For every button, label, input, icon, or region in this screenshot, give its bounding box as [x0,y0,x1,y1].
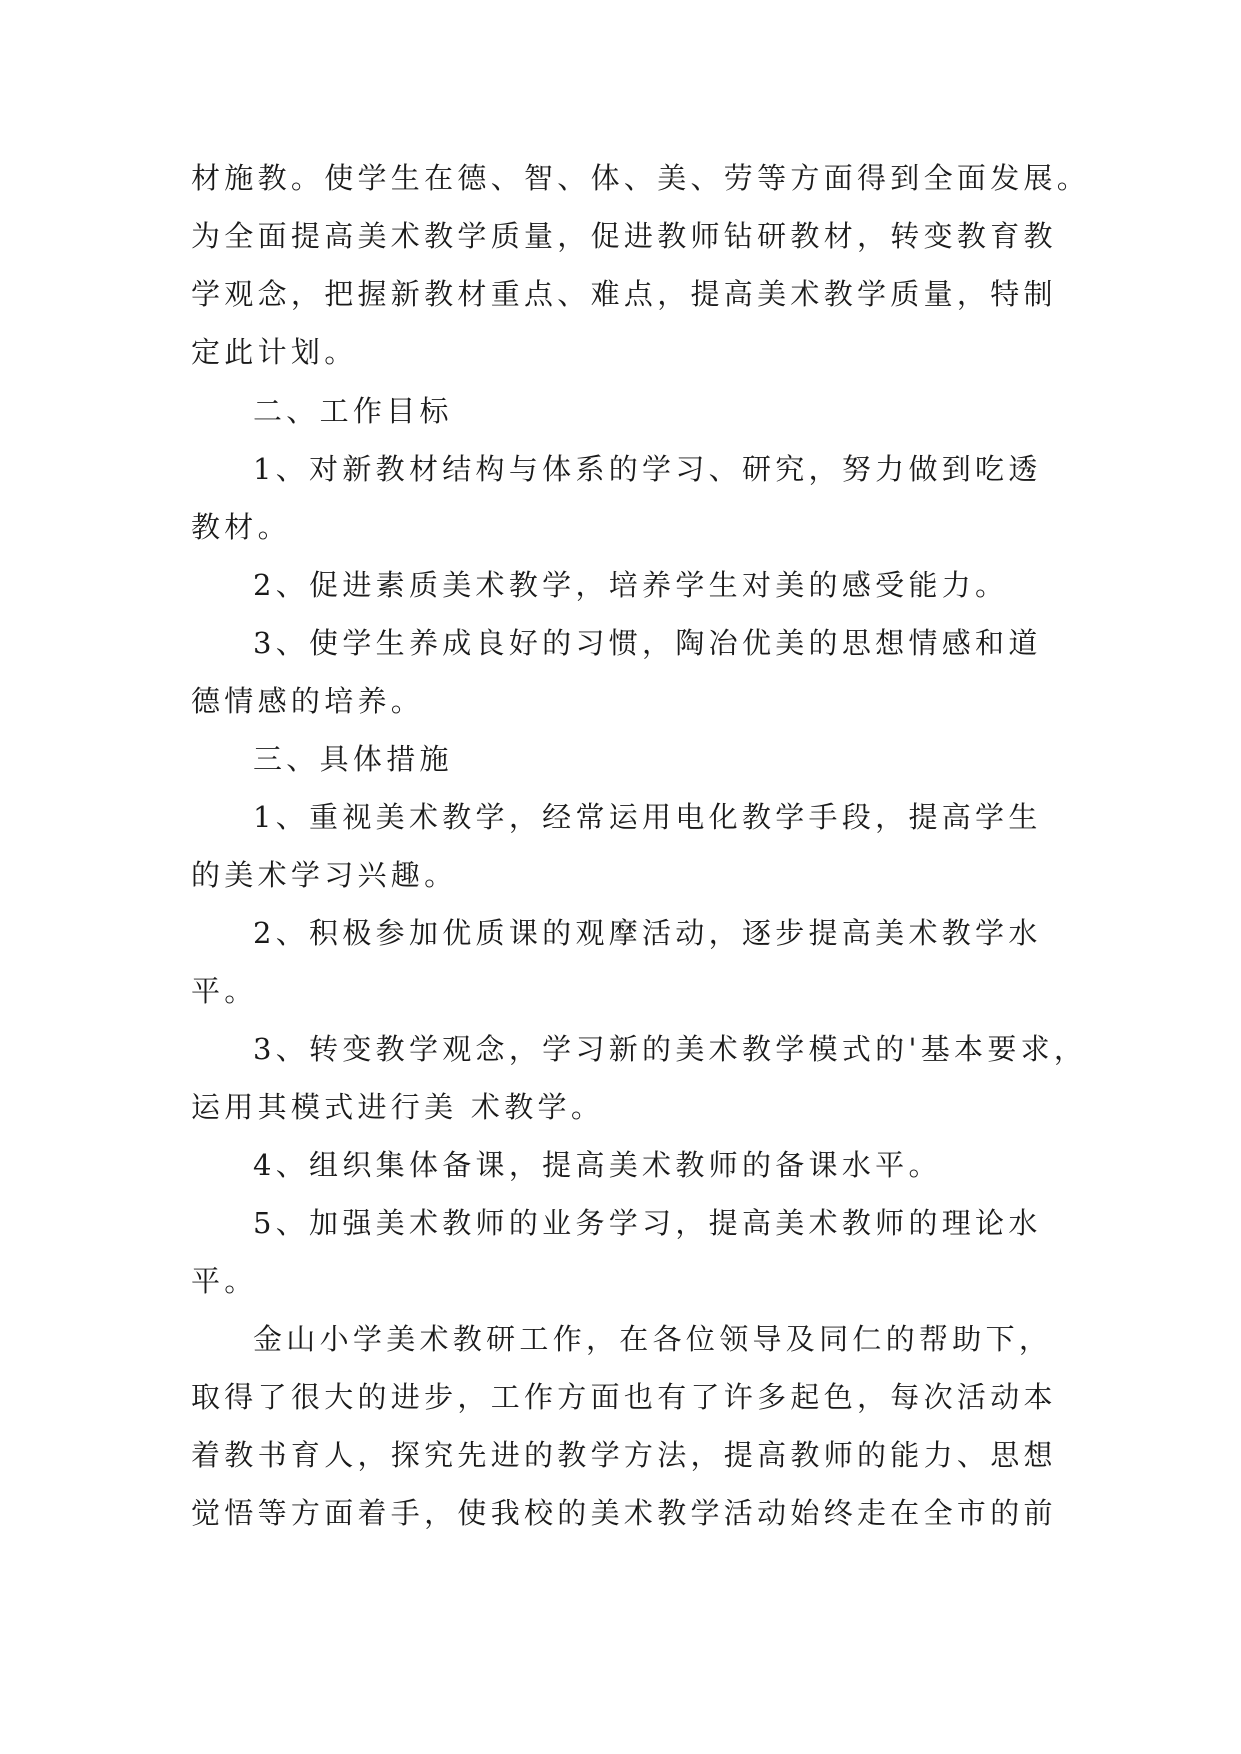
body-text-line: 着教书育人，探究先进的教学方法，提高教师的能力、思想 [191,1438,1057,1472]
list-item: 5、加强美术教师的业务学习，提高美术教师的理论水 [253,1206,1042,1240]
list-item: 3、使学生养成良好的习惯，陶冶优美的思想情感和道 [253,626,1042,660]
list-item: 2、促进素质美术教学，培养学生对美的感受能力。 [253,568,1009,602]
body-text-line: 平。 [191,1264,258,1298]
body-text-line: 为全面提高美术教学质量，促进教师钻研教材，转变教育教 [191,219,1057,253]
body-text-line: 材施教。使学生在德、智、体、美、劳等方面得到全面发展。 [191,161,1091,195]
list-item: 1、对新教材结构与体系的学习、研究，努力做到吃透 [253,452,1042,486]
section-heading-goals: 二、工作目标 [253,394,453,428]
paragraph-start: 金山小学美术教研工作，在各位领导及同仁的帮助下， [253,1322,1053,1356]
body-text-line: 的美术学习兴趣。 [191,858,458,892]
body-text-line: 教材。 [191,510,291,544]
list-item: 1、重视美术教学，经常运用电化教学手段，提高学生 [253,800,1042,834]
body-text-line: 觉悟等方面着手，使我校的美术教学活动始终走在全市的前 [191,1496,1057,1530]
body-text-line: 取得了很大的进步，工作方面也有了许多起色，每次活动本 [191,1380,1057,1414]
list-item: 3、转变教学观念，学习新的美术教学模式的'基本要求， [253,1032,1088,1066]
body-text-line: 德情感的培养。 [191,684,425,718]
list-item: 2、积极参加优质课的观摩活动，逐步提高美术教学水 [253,916,1042,950]
body-text-line: 定此计划。 [191,335,358,369]
body-text-line: 学观念，把握新教材重点、难点，提高美术教学质量，特制 [191,277,1057,311]
body-text-line: 平。 [191,974,258,1008]
section-heading-measures: 三、具体措施 [253,742,453,776]
body-text-line: 运用其模式进行美 术教学。 [191,1090,605,1124]
list-item: 4、组织集体备课，提高美术教师的备课水平。 [253,1148,942,1182]
